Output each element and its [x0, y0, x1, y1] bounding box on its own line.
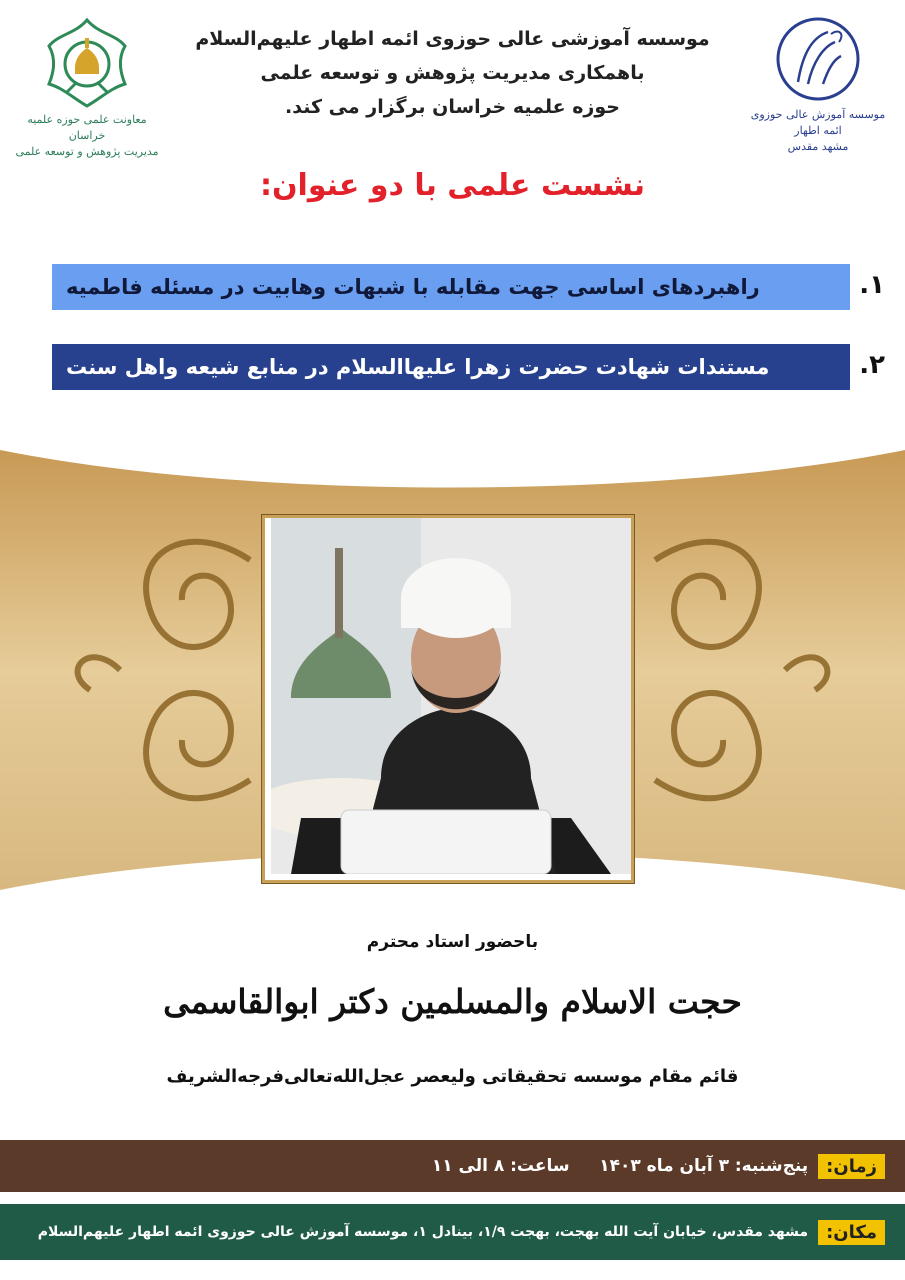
- intro-line-1: موسسه آموزشی عالی حوزوی ائمه اطهار علیهم‌السلام: [195, 28, 710, 50]
- intro-line-3: حوزه علمیه خراسان برگزار می کند.: [285, 96, 620, 118]
- session-title: نشست علمی با دو عنوان:: [259, 168, 646, 203]
- calligraphy-emblem-icon: [773, 12, 863, 107]
- left-logo: [12, 12, 162, 182]
- place-label: مکان:: [818, 1220, 885, 1245]
- right-logo: [743, 12, 893, 182]
- intro-line-2: باهمکاری مدیریت پژوهش و توسعه علمی: [260, 62, 645, 84]
- intro-text: [170, 22, 735, 124]
- topic-2-number: ۲.: [859, 350, 885, 380]
- time-text: پنج‌شنبه: ۳ آبان ماه ۱۴۰۳ ساعت: ۸ الی ۱۱: [431, 1156, 809, 1176]
- topic-1-number: ۱.: [859, 270, 885, 300]
- time-label: زمان:: [818, 1154, 885, 1179]
- speaker-photo: [262, 515, 634, 883]
- speaker-position: قائم مقام موسسه تحقیقاتی ولیعصر عجل‌الله‌تعالی‌فرجه‌الشریف: [166, 1066, 739, 1087]
- place-bar: [0, 1204, 905, 1260]
- right-logo-caption-2: مشهد مقدس: [787, 140, 849, 153]
- topic-1-banner: راهبردهای اساسی جهت مقابله با شبهات وهابیت در مسئله فاطمیه: [52, 264, 850, 310]
- time-bar: [0, 1140, 905, 1192]
- left-logo-caption-1: معاونت علمی حوزه علمیه خراسان: [27, 113, 147, 142]
- left-logo-caption-2: مدیریت پژوهش و توسعه علمی: [15, 145, 159, 158]
- right-logo-caption-1: موسسه آموزش عالی حوزوی ائمه اطهار: [750, 108, 886, 137]
- presence-text: باحضور استاد محترم: [366, 932, 539, 952]
- topic-2-banner: مستندات شهادت حضرت زهرا علیهاالسلام در منابع شیعه واهل سنت: [52, 344, 850, 390]
- shrine-emblem-icon: [37, 12, 137, 112]
- speaker-name: حجت الاسلام والمسلمین دکتر ابوالقاسمی: [163, 982, 742, 1021]
- place-text: مشهد مقدس، خیابان آیت الله بهجت، بهجت ۱/۹، بینادل ۱، موسسه آموزش عالی حوزوی ائمه اطهار علیهم‌السلام: [37, 1224, 809, 1240]
